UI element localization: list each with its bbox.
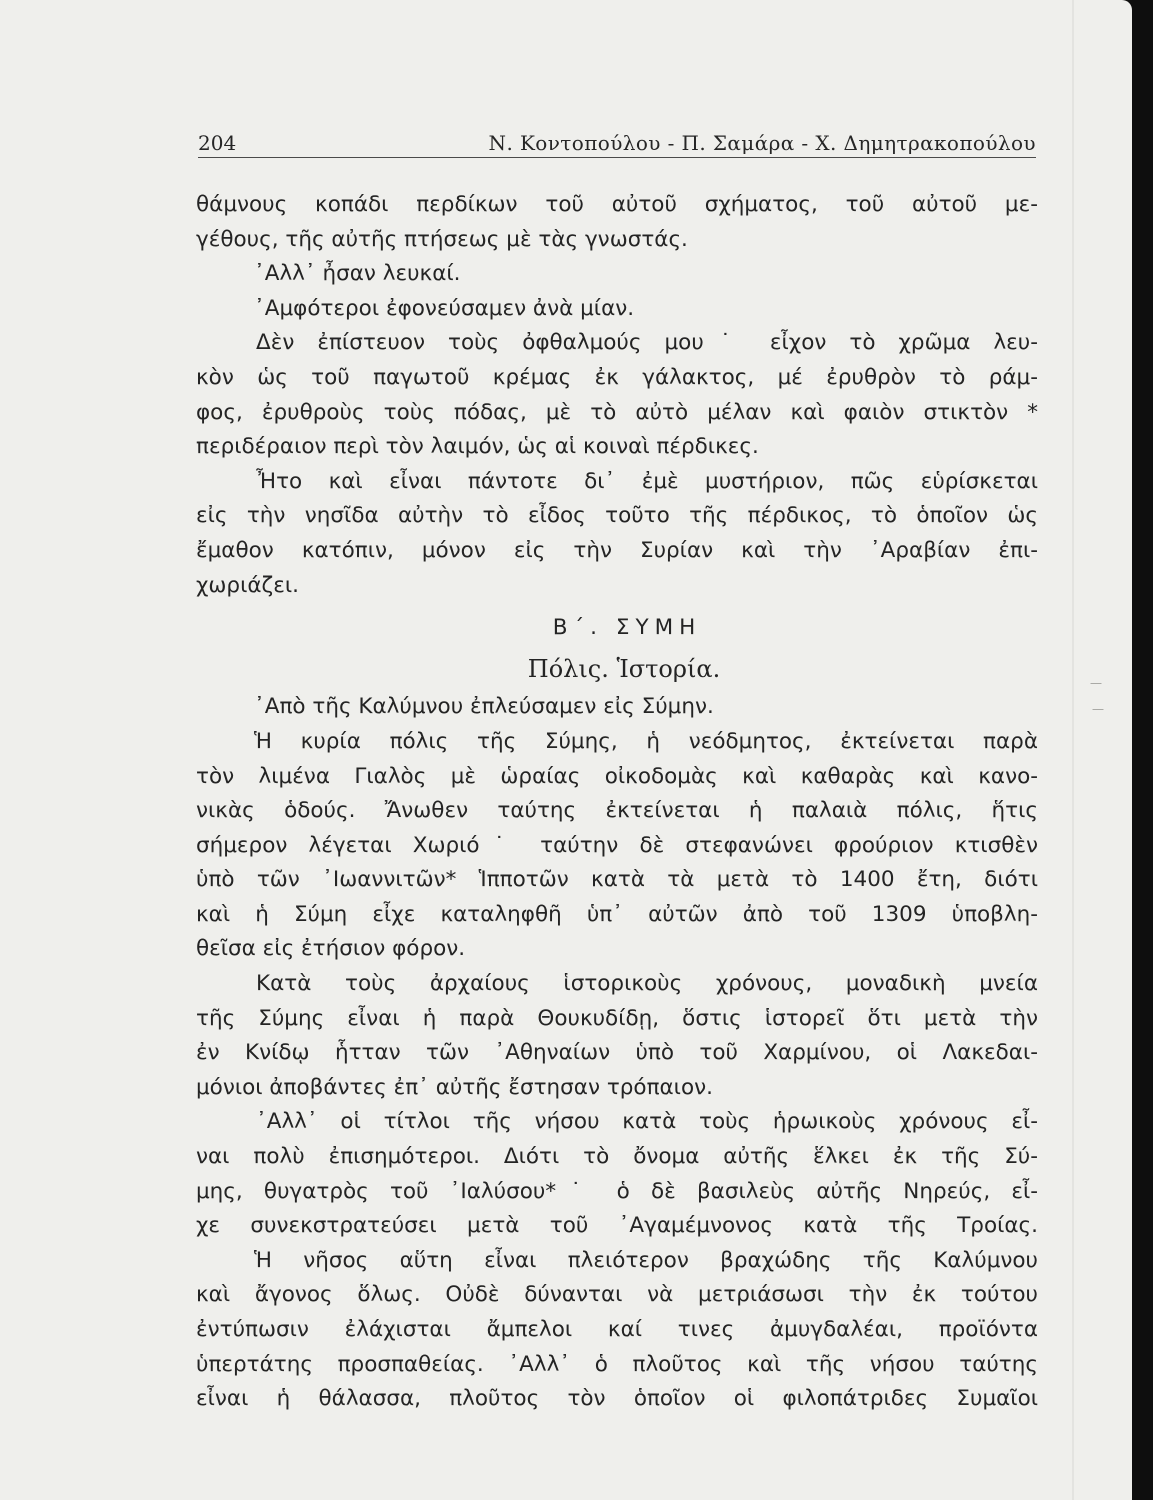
text-line: γέθους, τῆς αὐτῆς πτήσεως μὲ τὰς γνωστάς. [196, 226, 688, 252]
page-edge-line [1072, 0, 1074, 1500]
text-line: Κατὰ τοὺς ἀρχαίους ἱστορικοὺς χρόνους, μοναδικὴ μνεία [256, 971, 1038, 997]
text-line: Ἦτο καὶ εἶναι πάντοτε δι᾿ ἐμὲ μυστήριον, πῶς εὑρίσκεται [256, 468, 1038, 494]
section-subtitle: Πόλις. Ἱστορία. [527, 654, 721, 683]
text-line: ἐντύπωσιν ἐλάχισται ἄμπελοι καί τινες ἀμυγδαλέαι, προϊόντα [196, 1317, 1038, 1342]
text-line: μης, θυγατρὸς τοῦ ᾿Ιαλύσου*˙ ὁ δὲ βασιλεὺς αὐτῆς Νηρεύς, εἶ- [196, 1178, 1038, 1204]
section-label: Β΄. ΣΥΜΗ [552, 615, 702, 641]
text-line: φος, ἐρυθροὺς τοὺς πόδας, μὲ τὸ αὐτὸ μέλαν καὶ φαιὸν στικτὸν * [196, 399, 1038, 425]
text-line: θεῖσα εἰς ἐτήσιον φόρον. [196, 936, 466, 962]
margin-mark: — [1092, 702, 1104, 716]
text-line: κὸν ὡς τοῦ παγωτοῦ κρέμας ἐκ γάλακτος, μέ ἐρυθρὸν τὸ ράμ- [196, 364, 1038, 390]
text-line: ὑπὸ τῶν ᾿Ιωαννιτῶν* Ἱπποτῶν κατὰ τὰ μετὰ τὸ 1400 ἔτη, διότι [196, 867, 1038, 893]
text-line: χωριάζει. [196, 572, 299, 598]
page-header [198, 127, 1036, 158]
text-line: ᾿Αμφότεροι ἐφονεύσαμεν ἀνὰ μίαν. [254, 295, 635, 321]
text-line: καὶ ἄγονος ὅλως. Οὐδὲ δύνανται νὰ μετριάσωσι τὴν ἐκ τούτου [196, 1282, 1038, 1308]
body-text [196, 188, 1038, 1417]
text-line: ᾿Αλλ᾿ ἦσαν λευκαί. [254, 261, 461, 287]
margin-mark: — [1090, 676, 1102, 690]
text-line: ἔμαθον κατόπιν, μόνον εἰς τὴν Συρίαν καὶ τὴν ᾿Αραβίαν ἐπι- [196, 537, 1038, 563]
text-line: χε συνεκστρατεύσει μετὰ τοῦ ᾿Αγαμέμνονος κατὰ τῆς Τροίας. [196, 1213, 1038, 1239]
text-line: Δὲν ἐπίστευον τοὺς ὀφθαλμούς μου˙ εἶχον τὸ χρῶμα λευ- [256, 330, 1038, 356]
text-line: ᾿Απὸ τῆς Καλύμνου ἐπλεύσαμεν εἰς Σύμην. [254, 694, 714, 720]
running-head: Ν. Κοντοπούλου - Π. Σαμάρα - Χ. Δημητρακοπούλου [488, 131, 1036, 155]
text-line: εἶναι ἡ θάλασσα, πλοῦτος τὸν ὁποῖον οἱ φιλοπάτριδες Συμαῖοι [196, 1386, 1038, 1412]
text-line: ναι πολὺ ἐπισημότεροι. Διότι τὸ ὄνομα αὐτῆς ἕλκει ἐκ τῆς Σύ- [196, 1144, 1038, 1170]
text-line: νικὰς ὁδούς. Ἄνωθεν ταύτης ἐκτείνεται ἡ παλαιὰ πόλις, ἥτις [196, 798, 1038, 824]
text-line: τῆς Σύμης εἶναι ἡ παρὰ Θουκυδίδῃ, ὅστις ἱστορεῖ ὅτι μετὰ τὴν [196, 1005, 1038, 1031]
text-line: Ἡ νῆσος αὕτη εἶναι πλειότερον βραχώδης τῆς Καλύμνου [254, 1247, 1038, 1273]
text-line: μόνιοι ἀποβάντες ἐπ᾿ αὐτῆς ἔστησαν τρόπαιον. [196, 1074, 713, 1100]
text-line: ὑπερτάτης προσπαθείας. ᾿Αλλ᾿ ὁ πλοῦτος καὶ τῆς νήσου ταύτης [196, 1351, 1038, 1377]
text-line: περιδέραιον περὶ τὸν λαιμόν, ὡς αἱ κοιναὶ πέρδικες. [196, 434, 759, 460]
text-line: καὶ ἡ Σύμη εἶχε καταληφθῆ ὑπ᾿ αὐτῶν ἀπὸ τοῦ 1309 ὑποβλη- [196, 901, 1038, 927]
page-number: 204 [198, 131, 237, 155]
text-line: ᾿Αλλ᾿ οἱ τίτλοι τῆς νήσου κατὰ τοὺς ἡρωικοὺς χρόνους εἶ- [256, 1109, 1038, 1135]
text-line: τὸν λιμένα Γιαλὸς μὲ ὡραίας οἰκοδομὰς καὶ καθαρὰς καὶ κανο- [196, 763, 1038, 789]
text-line: σήμερον λέγεται Χωριό˙ ταύτην δὲ στεφανώνει φρούριον κτισθὲν [196, 832, 1038, 858]
text-line: Ἡ κυρία πόλις τῆς Σύμης, ἡ νεόδμητος, ἐκτείνεται παρὰ [254, 728, 1038, 754]
text-line: ἐν Κνίδῳ ἧτταν τῶν ᾿Αθηναίων ὑπὸ τοῦ Χαρμίνου, οἱ Λακεδαι- [196, 1040, 1038, 1066]
text-line: θάμνους κοπάδι περδίκων τοῦ αὐτοῦ σχήματος, τοῦ αὐτοῦ με- [196, 192, 1038, 217]
text-line: εἰς τὴν νησῖδα αὐτὴν τὸ εἶδος τοῦτο τῆς πέρδικος, τὸ ὁποῖον ὡς [196, 503, 1038, 529]
